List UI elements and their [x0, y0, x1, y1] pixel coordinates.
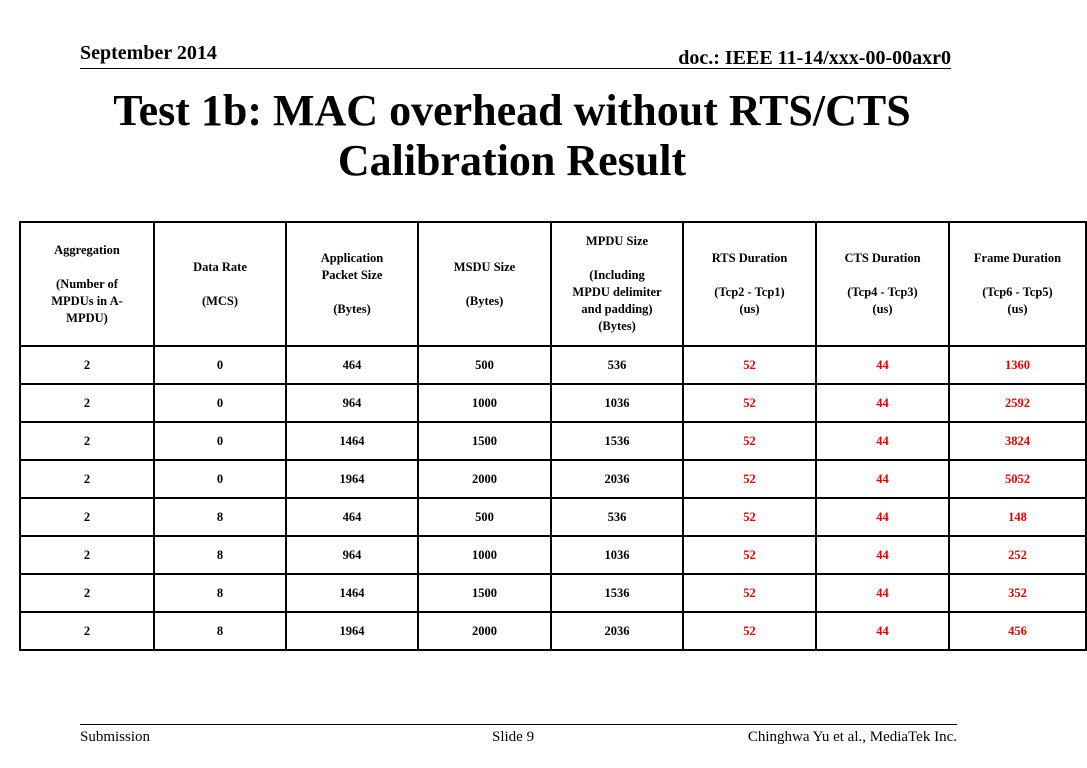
table-row — [20, 346, 1086, 384]
table-cell: 8 — [154, 536, 286, 574]
column-header-text: and padding) — [581, 302, 653, 316]
table-cell: 52 — [683, 536, 816, 574]
column-header — [286, 222, 418, 346]
table-cell: 1536 — [551, 574, 683, 612]
slide-title — [0, 86, 1024, 186]
table-cell: 1464 — [286, 422, 418, 460]
column-header-text: (Tcp4 - Tcp3) — [847, 285, 918, 299]
table-row — [20, 422, 1086, 460]
table-cell: 1036 — [551, 536, 683, 574]
table-cell: 1536 — [551, 422, 683, 460]
table-cell: 2000 — [418, 612, 551, 650]
column-header — [418, 222, 551, 346]
table-cell: 252 — [949, 536, 1086, 574]
header-spacer — [159, 276, 281, 293]
header-divider — [80, 68, 951, 69]
column-header-text: MPDU Size — [585, 234, 649, 248]
table-cell: 2 — [20, 384, 154, 422]
column-header-text: (us) — [872, 302, 893, 316]
table-cell: 52 — [683, 498, 816, 536]
results-table-header — [20, 222, 1086, 346]
table-cell: 0 — [154, 346, 286, 384]
column-header-text: Aggregation — [54, 242, 120, 257]
column-header-text: MPDU) — [66, 310, 108, 325]
column-header-text: (Bytes) — [465, 293, 504, 308]
column-header-text: RTS Duration — [711, 251, 788, 265]
table-row — [20, 536, 1086, 574]
table-cell: 2 — [20, 612, 154, 650]
header-spacer — [556, 250, 678, 267]
column-header — [154, 222, 286, 346]
footer-submission: Submission — [80, 729, 151, 745]
column-header-text: (Number of — [56, 276, 118, 291]
table-cell: 52 — [683, 384, 816, 422]
table-cell: 536 — [551, 346, 683, 384]
table-cell: 0 — [154, 460, 286, 498]
footer-authors: Chinghwa Yu et al., MediaTek Inc. — [747, 729, 957, 745]
table-cell: 1000 — [418, 536, 551, 574]
column-header — [20, 222, 154, 346]
column-header — [683, 222, 816, 346]
column-header-text: (Tcp2 - Tcp1) — [714, 285, 785, 299]
table-cell: 2000 — [418, 460, 551, 498]
table-cell: 5052 — [949, 460, 1086, 498]
table-cell: 2 — [20, 536, 154, 574]
table-cell: 500 — [418, 498, 551, 536]
header-spacer — [25, 259, 149, 276]
column-header-text: MPDU delimiter — [572, 285, 662, 299]
table-cell: 2036 — [551, 612, 683, 650]
header-spacer — [954, 267, 1081, 284]
column-header-text: (us) — [1007, 302, 1028, 316]
table-cell: 964 — [286, 536, 418, 574]
table-row — [20, 612, 1086, 650]
header-date: September 2014 — [80, 42, 217, 64]
header-row — [20, 222, 1086, 346]
table-cell: 148 — [949, 498, 1086, 536]
table-cell: 44 — [816, 422, 949, 460]
header-spacer — [821, 267, 944, 284]
table-cell: 8 — [154, 574, 286, 612]
table-cell: 2 — [20, 346, 154, 384]
table-cell: 464 — [286, 346, 418, 384]
table-cell: 1360 — [949, 346, 1086, 384]
table-cell: 52 — [683, 422, 816, 460]
table-cell: 0 — [154, 384, 286, 422]
table-cell: 52 — [683, 612, 816, 650]
table-cell: 44 — [816, 384, 949, 422]
table-cell: 1000 — [418, 384, 551, 422]
table-cell: 8 — [154, 612, 286, 650]
column-header-text: (us) — [739, 302, 760, 316]
header-spacer — [688, 267, 811, 284]
slide-title-line-1: Test 1b: MAC overhead without RTS/CTS — [113, 86, 911, 135]
header-spacer — [423, 276, 546, 293]
table-cell: 1036 — [551, 384, 683, 422]
header-spacer — [291, 284, 413, 301]
column-header-text: Application — [320, 251, 384, 265]
footer-divider — [80, 724, 957, 725]
table-cell: 52 — [683, 346, 816, 384]
column-header — [551, 222, 683, 346]
table-cell: 52 — [683, 574, 816, 612]
table-cell: 44 — [816, 574, 949, 612]
column-header-text: Packet Size — [321, 268, 383, 282]
table-cell: 964 — [286, 384, 418, 422]
table-cell: 536 — [551, 498, 683, 536]
table-cell: 52 — [683, 460, 816, 498]
table-cell: 8 — [154, 498, 286, 536]
table-cell: 1500 — [418, 574, 551, 612]
results-table-body — [20, 346, 1086, 650]
table-cell: 44 — [816, 536, 949, 574]
column-header-text: (Including — [589, 268, 645, 282]
table-cell: 44 — [816, 498, 949, 536]
slide-title-line-2: Calibration Result — [337, 136, 687, 185]
table-cell: 1464 — [286, 574, 418, 612]
column-header-text: MSDU Size — [453, 259, 516, 274]
header-doc-id: doc.: IEEE 11-14/xxx-00-00axr0 — [678, 47, 951, 69]
table-cell: 2 — [20, 460, 154, 498]
column-header-text: Data Rate — [193, 259, 247, 274]
table-row — [20, 384, 1086, 422]
table-cell: 2 — [20, 574, 154, 612]
table-cell: 44 — [816, 460, 949, 498]
column-header-text: (MCS) — [201, 293, 239, 308]
table-cell: 352 — [949, 574, 1086, 612]
table-cell: 3824 — [949, 422, 1086, 460]
table-cell: 2592 — [949, 384, 1086, 422]
table-cell: 1964 — [286, 612, 418, 650]
table-cell: 44 — [816, 346, 949, 384]
table-cell: 500 — [418, 346, 551, 384]
table-cell: 0 — [154, 422, 286, 460]
table-row — [20, 460, 1086, 498]
table-row — [20, 574, 1086, 612]
column-header-text: (Tcp6 - Tcp5) — [982, 285, 1053, 299]
table-cell: 456 — [949, 612, 1086, 650]
table-cell: 464 — [286, 498, 418, 536]
column-header-text: (Bytes) — [598, 319, 636, 333]
results-table — [19, 221, 1087, 651]
column-header-text: CTS Duration — [844, 251, 921, 265]
table-cell: 2036 — [551, 460, 683, 498]
table-cell: 2 — [20, 422, 154, 460]
table-cell: 44 — [816, 612, 949, 650]
table-cell: 1500 — [418, 422, 551, 460]
column-header-text: Frame Duration — [973, 251, 1062, 265]
table-row — [20, 498, 1086, 536]
column-header — [816, 222, 949, 346]
column-header — [949, 222, 1086, 346]
column-header-text: (Bytes) — [333, 302, 371, 316]
footer-slide-number: Slide 9 — [492, 729, 535, 745]
column-header-text: MPDUs in A- — [51, 293, 123, 308]
table-cell: 2 — [20, 498, 154, 536]
table-cell: 1964 — [286, 460, 418, 498]
